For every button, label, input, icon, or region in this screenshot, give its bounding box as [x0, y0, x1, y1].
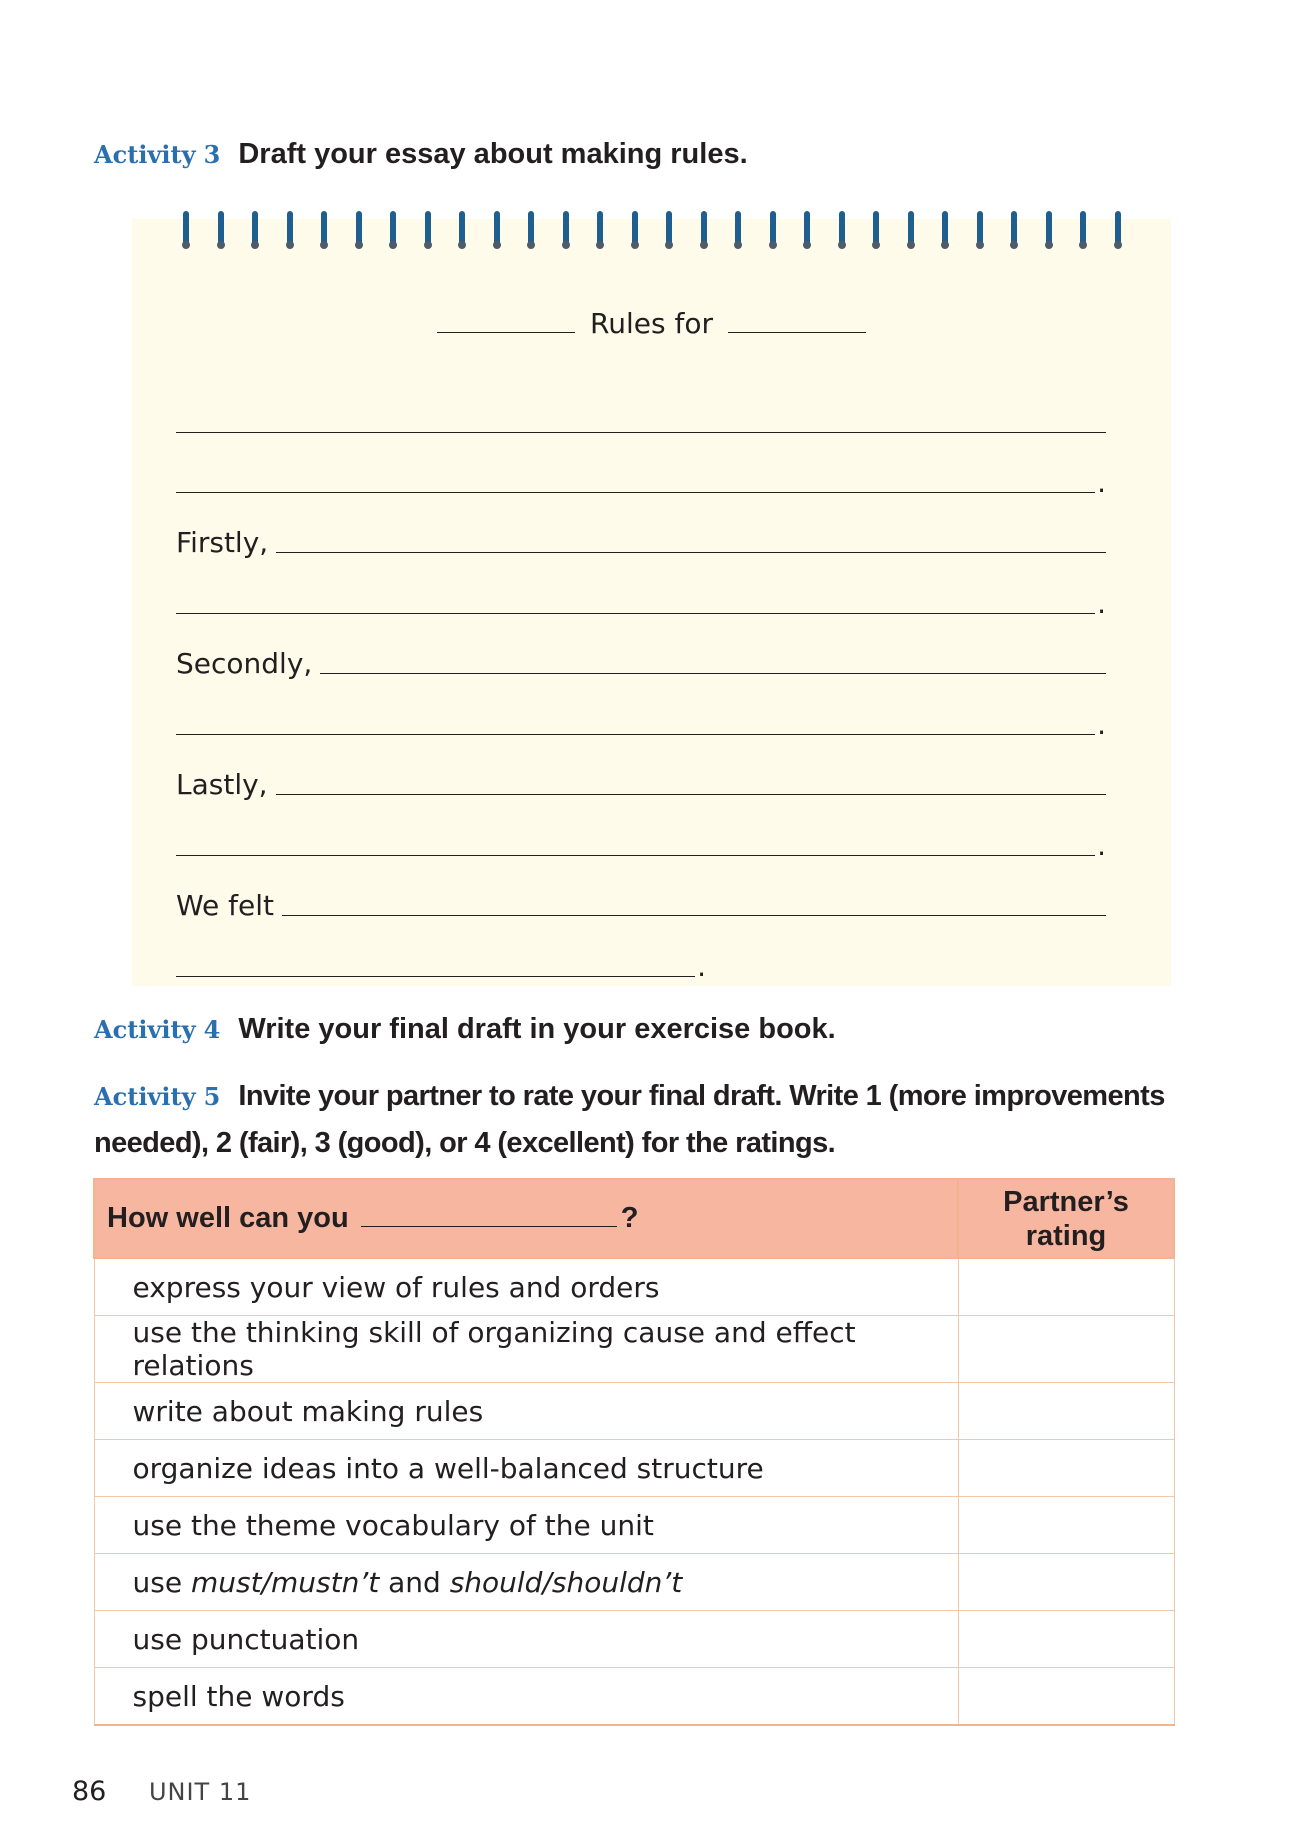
title-blank-right[interactable]	[728, 332, 866, 333]
intro-line-1	[176, 399, 1106, 439]
firstly-line	[176, 519, 1106, 559]
writing-line[interactable]	[176, 976, 695, 977]
activity-4-heading	[94, 1013, 836, 1046]
lastly-label: Lastly,	[176, 768, 268, 801]
spiral-ring	[1114, 211, 1122, 251]
we-felt-label: We felt	[176, 889, 275, 922]
table-row	[94, 1554, 1174, 1611]
activity-instruction: Draft your essay about making rules.	[238, 138, 748, 170]
spiral-ring	[665, 211, 673, 251]
table-row	[94, 1258, 1174, 1316]
spiral-ring	[596, 211, 604, 251]
secondly-line	[176, 640, 1106, 680]
skill-cell: use must/mustn’t and should/shouldn’t	[94, 1554, 958, 1611]
spiral-ring	[907, 211, 915, 251]
partner-rating-cell[interactable]	[958, 1383, 1174, 1440]
activity-5-heading	[94, 1073, 1214, 1166]
activity-number: 4	[203, 1015, 221, 1044]
notepad	[132, 219, 1171, 986]
title-text: Rules for	[590, 307, 713, 340]
writing-line[interactable]	[176, 855, 1095, 856]
writing-line[interactable]	[276, 552, 1106, 553]
partner-rating-cell[interactable]	[958, 1611, 1174, 1668]
activity-label: Activity	[94, 1015, 196, 1044]
spiral-ring	[700, 211, 708, 251]
table-row	[94, 1383, 1174, 1440]
partner-rating-cell[interactable]	[958, 1497, 1174, 1554]
we-felt-line	[176, 882, 1106, 922]
spiral-ring	[286, 211, 294, 251]
spiral-ring	[838, 211, 846, 251]
self-rating-table	[93, 1178, 1175, 1726]
header-partner-rating: Partner’s rating	[958, 1179, 1174, 1258]
spiral-ring	[424, 211, 432, 251]
spiral-ring	[976, 211, 984, 251]
spiral-ring	[1079, 211, 1087, 251]
writing-line[interactable]	[276, 794, 1106, 795]
skill-cell: express your view of rules and orders	[94, 1258, 958, 1316]
skill-cell: write about making rules	[94, 1383, 958, 1440]
activity-number: 3	[203, 140, 221, 169]
spiral-ring	[251, 211, 259, 251]
spiral-ring	[734, 211, 742, 251]
activity-instruction: Write your final draft in your exercise book.	[238, 1013, 836, 1045]
secondly-line-2: .	[176, 701, 1106, 741]
spiral-ring	[527, 211, 535, 251]
writing-line[interactable]	[176, 432, 1106, 433]
spiral-ring	[1010, 211, 1018, 251]
title-blank-left[interactable]	[437, 332, 575, 333]
writing-line[interactable]	[176, 613, 1095, 614]
secondly-label: Secondly,	[176, 647, 313, 680]
table-row	[94, 1611, 1174, 1668]
partner-rating-cell[interactable]	[958, 1440, 1174, 1497]
spiral-ring	[631, 211, 639, 251]
spiral-binding	[182, 211, 1122, 251]
table-row	[94, 1497, 1174, 1554]
spiral-ring	[769, 211, 777, 251]
page-number: 86	[72, 1776, 107, 1807]
spiral-ring	[872, 211, 880, 251]
spiral-ring	[217, 211, 225, 251]
skill-cell: use punctuation	[94, 1611, 958, 1668]
spiral-ring	[320, 211, 328, 251]
activity-3-heading	[94, 138, 748, 171]
spiral-ring	[803, 211, 811, 251]
writing-line[interactable]	[176, 492, 1095, 493]
spiral-ring	[389, 211, 397, 251]
spiral-ring	[493, 211, 501, 251]
firstly-line-2: .	[176, 580, 1106, 620]
activity-number: 5	[203, 1082, 221, 1111]
table-header-row	[94, 1179, 1174, 1258]
skill-cell: organize ideas into a well-balanced structure	[94, 1440, 958, 1497]
table-row	[94, 1440, 1174, 1497]
skill-cell: use the thinking skill of organizing cause and effect relations	[94, 1316, 958, 1383]
spiral-ring	[458, 211, 466, 251]
activity-label: Activity	[94, 140, 196, 169]
writing-line[interactable]	[282, 915, 1106, 916]
unit-label: UNIT 11	[148, 1778, 252, 1806]
partner-rating-cell[interactable]	[958, 1316, 1174, 1383]
partner-rating-cell[interactable]	[958, 1258, 1174, 1316]
intro-line-2: .	[176, 459, 1106, 499]
writing-line[interactable]	[176, 734, 1095, 735]
we-felt-line-2: .	[176, 943, 706, 983]
skill-cell: spell the words	[94, 1668, 958, 1726]
activity-instruction: Invite your partner to rate your final draft. Write 1 (more improvements needed), 2 (fair), 3 (good), or 4 (excellent) for the ratings.	[94, 1080, 1165, 1159]
table-row	[94, 1668, 1174, 1726]
page-footer	[72, 1776, 251, 1807]
activity-label: Activity	[94, 1082, 196, 1111]
spiral-ring	[562, 211, 570, 251]
table-row	[94, 1316, 1174, 1383]
spiral-ring	[941, 211, 949, 251]
spiral-ring	[182, 211, 190, 251]
lastly-line-2: .	[176, 822, 1106, 862]
firstly-label: Firstly,	[176, 526, 269, 559]
writing-line[interactable]	[320, 673, 1106, 674]
spiral-ring	[1045, 211, 1053, 251]
partner-rating-cell[interactable]	[958, 1554, 1174, 1611]
header-question: How well can you ?	[94, 1179, 958, 1258]
spiral-ring	[355, 211, 363, 251]
lastly-line	[176, 761, 1106, 801]
partner-rating-cell[interactable]	[958, 1668, 1174, 1726]
header-blank	[361, 1226, 617, 1227]
skill-cell: use the theme vocabulary of the unit	[94, 1497, 958, 1554]
notepad-title	[132, 307, 1171, 340]
